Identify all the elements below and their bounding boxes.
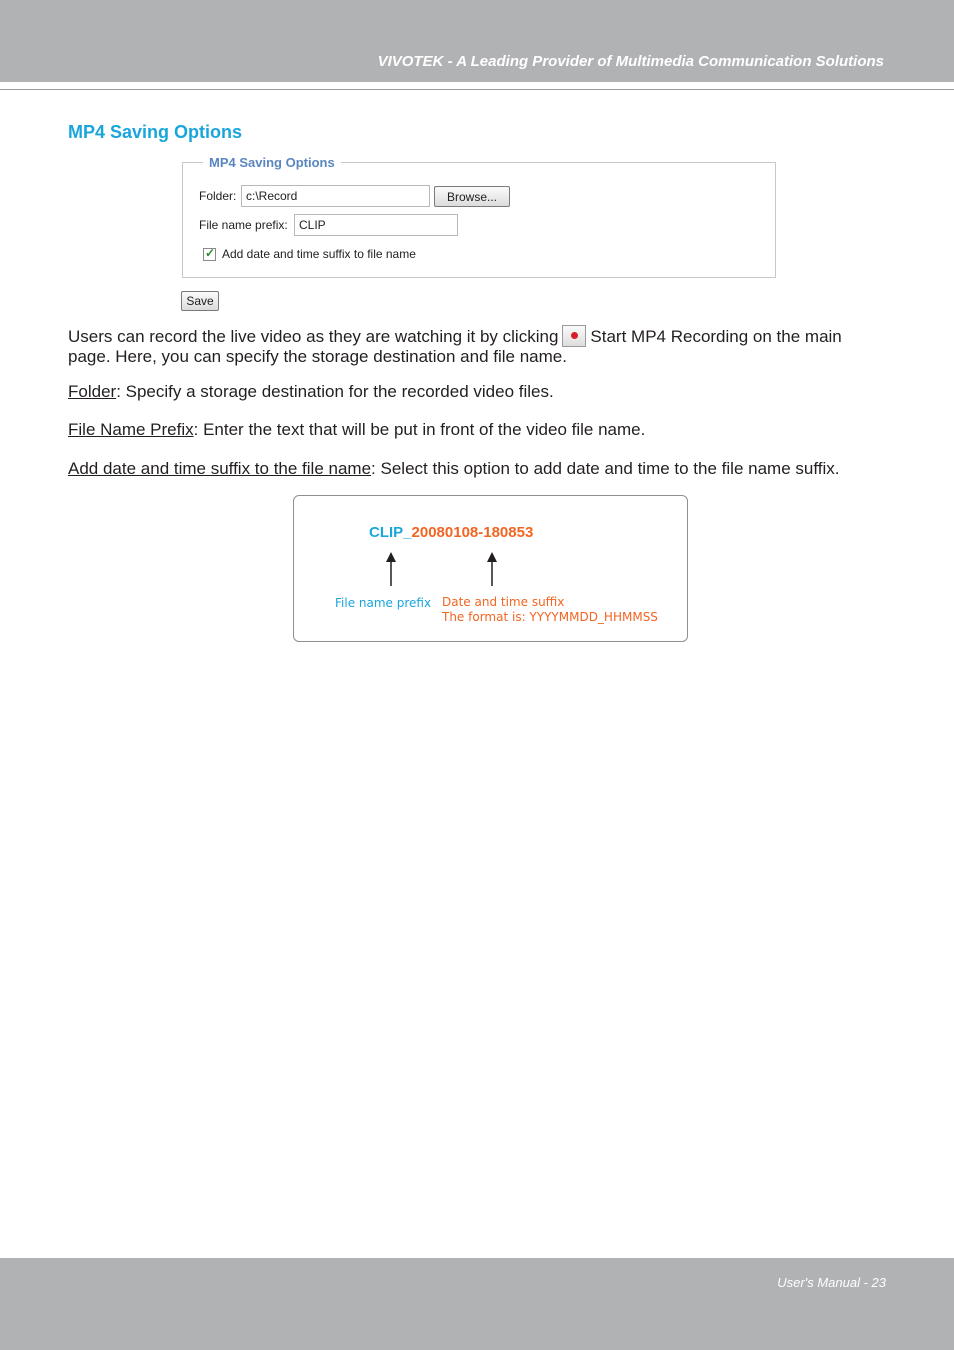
suffix-caption: Date and time suffix	[442, 595, 565, 609]
folder-term: Folder	[68, 382, 117, 401]
example-prefix: CLIP_	[369, 524, 412, 541]
header-title: VIVOTEK - A Leading Provider of Multimedia Communication Solutions	[377, 53, 884, 70]
example-suffix: 20080108-180853	[411, 524, 534, 541]
date-time-suffix-checkbox[interactable]	[203, 248, 216, 261]
browse-button[interactable]: Browse...	[434, 186, 510, 207]
page-header	[0, 0, 954, 82]
header-divider	[0, 89, 954, 90]
page-number: User's Manual - 23	[777, 1275, 886, 1290]
folder-input[interactable]	[241, 185, 430, 207]
save-button[interactable]: Save	[181, 291, 219, 311]
prefix-term: File Name Prefix	[68, 420, 194, 439]
record-button-icon	[562, 325, 586, 347]
mp4-saving-options-panel	[182, 155, 776, 278]
section-title: MP4 Saving Options	[68, 122, 243, 142]
intro-text-start: Users can record the live video as they are watching it by clicking	[68, 327, 559, 346]
checkmark-icon: ✓	[205, 246, 216, 260]
prefix-description: : Enter the text that will be put in front of the video file name.	[193, 420, 646, 439]
panel-legend: MP4 Saving Options	[203, 155, 341, 170]
suffix-term: Add date and time suffix to the file name	[68, 459, 372, 478]
intro-text-end: Start MP4 Recording on the main page. Here, you can specify the storage destination and file name.	[68, 327, 842, 366]
checkbox-label: Add date and time suffix to file name	[222, 247, 416, 261]
folder-label: Folder:	[199, 189, 237, 203]
prefix-paragraph	[68, 420, 645, 439]
suffix-paragraph	[68, 459, 839, 478]
format-caption: The format is: YYYYMMDD_HHMMSS	[442, 610, 658, 624]
file-name-prefix-input[interactable]	[294, 214, 458, 236]
file-name-diagram	[293, 495, 688, 642]
prefix-caption: File name prefix	[335, 596, 432, 610]
prefix-label: File name prefix:	[199, 218, 288, 232]
arrow-up-icon	[487, 552, 497, 586]
folder-description: : Specify a storage destination for the recorded video files.	[116, 382, 554, 401]
arrow-up-icon	[386, 552, 396, 586]
suffix-description: : Select this option to add date and time to the file name suffix.	[371, 459, 840, 478]
intro-paragraph	[68, 325, 888, 366]
page-footer	[0, 1258, 954, 1350]
folder-paragraph	[68, 382, 554, 401]
